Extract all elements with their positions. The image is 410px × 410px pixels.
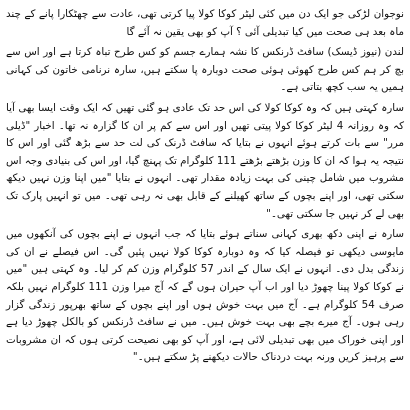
- article-intro-paragraph: لندن (نیوز ڈیسک) سافٹ ڈرنکس کا نشہ ہمارے جسم کو کس طرح تباہ کرتا ہے اور اس سے بچ کر ہم کس طرح کھوئی ہوئی صحت دوبارہ پا سکتے ہیں، سارہ نرنامی خاتون کی کہانی ہمیں یہ سب کچھ بتاتی ہے۔: [6, 46, 404, 94]
- article-headline-paragraph: نوجوان لڑکی جو ایک دن میں کئی لیٹر کوکا کولا پیا کرتی تھی، عادت سے چھٹکارا پانے کے چند ماہ بعد ہی صحت میں کیا تبدیلی آئی ؟ آپ کو بھی یقین نہ آئے گا: [6, 8, 404, 38]
- article-body-paragraph: سارہ نے اپنی دکھ بھری کہانی سناتے ہوئے بتایا کہ جب انہوں نے اپنے بچوں کی آنکھوں میں مایوسی دیکھی تو فیصلہ کیا کہ وہ دوبارہ کوکا کولا نہیں پئیں گی۔ اس فیصلے نے ان کی زندگی بدل دی۔ انہوں نے ایک سال کے اندر 57 کلوگرام وزن کم کر لیا۔ وہ کہتی ہیں "میں نے کوکا کولا پینا چھوڑ دیا اور اب آپ حیران ہوں گے کہ آج میرا وزن 111 کلوگرام نہیں بلکہ صرف 54 کلوگرام ہے۔ آج میں بہت خوش ہوں اور اپنے بچوں کے ساتھ بھرپور زندگی گزار رہی ہوں۔ آج میرے بچے بھی بہت خوش ہیں۔ میں نے سافٹ ڈرنکس کو بالکل چھوڑ دیا ہے اور اپنی خوراک میں بھی تبدیلی لائی ہے، اور آپ کو بھی نصیحت کرتی ہوں کہ ان مشروبات سے پرہیز کریں ورنہ بہت دردناک حالات دیکھنے پڑ سکتے ہیں۔": [6, 228, 405, 364]
- article-body: [6, 6, 404, 370]
- article-body-paragraph: سارہ کہتی ہیں کہ وہ کوکا کولا کی اس حد تک عادی ہو گئی تھیں کہ ایک وقت ایسا بھی آیا کہ وہ روزانہ 4 لیٹر کوکا کولا پیتی تھیں اور اس سے کم پر ان کا گزارہ نہ تھا۔ اخبار "ڈیلی مرر" سے بات کرتے ہوئے انہوں نے بتایا کہ سافٹ ڈرنک کی لت حد سے بڑھ گئی اور اس کا نتیجہ یہ ہوا کہ ان کا وزن بڑھتے بڑھتے 111 کلوگرام تک پہنچ گیا، اور اس کی بنیادی وجہ اس مشروب میں شامل چینی کی بہت زیادہ مقدار تھی۔ انہوں نے بتایا "میں اپنا وزن نہیں دیکھ سکتی تھی، اور اپنے بچوں کے ساتھ کھیلنے کے قابل بھی نہ رہی تھی۔ میں تو انہیں پارک تک بھی لے کر نہیں جا سکتی تھی۔": [6, 101, 404, 220]
